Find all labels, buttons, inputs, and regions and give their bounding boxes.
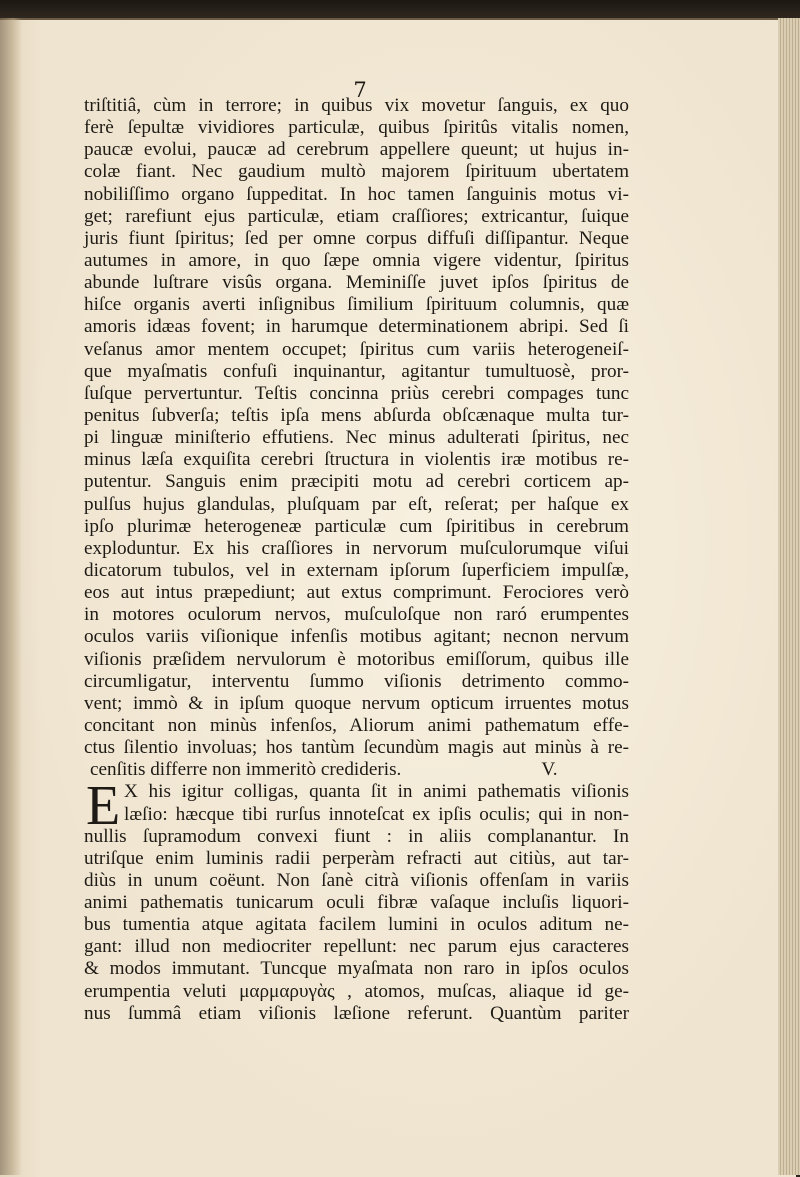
text-line: triſtitiâ, cùm in terrore; in quibus vix movetur ſanguis, ex quo	[84, 95, 629, 116]
text-line: gant: illud non mediocriter repellunt: nec parum ejus caracteres	[84, 936, 629, 958]
text-line: colæ fiant. Nec gaudium multò majorem ſpirituum ubertatem	[84, 161, 629, 183]
text-line: X his igitur colligas, quanta ſit in animi pathematis viſionis	[124, 781, 629, 803]
text-line: dicatorum tubulos, vel in externam ipſorum ſuperficiem impulſæ,	[84, 559, 629, 581]
page-gutter-shadow	[0, 18, 22, 1175]
text-line: utriſque enim luminis radii perperàm refracti aut citiùs, aut tar-	[84, 847, 629, 869]
text-line: circumligatur, interventu ſummo viſionis detrimento commo-	[84, 670, 629, 692]
text-line: nus ſummâ etiam viſionis læſione referunt. Quantùm pariter	[84, 1002, 629, 1024]
section-closing-text: cenſitis differre non immeritò credideris.	[90, 759, 402, 781]
text-line: penitus ſubverſa; teſtis ipſa mens abſurda obſcænaque multa tur-	[84, 404, 629, 426]
text-line: paucæ evolui, paucæ ad cerebrum appellere queunt; ut hujus in-	[84, 139, 629, 161]
text-line: pulſus hujus glandulas, pluſquam par eſt, reſerat; per haſque ex	[84, 493, 629, 515]
text-line: ctus ſilentio involuas; hos tantùm ſecundùm magis aut minùs à re-	[84, 737, 629, 759]
text-line: exploduntur. Ex his craſſiores in nervorum muſculorumque viſui	[84, 537, 629, 559]
text-line: animi pathematis tunicarum oculi fibræ vaſaque incluſis liquori-	[84, 892, 629, 914]
text-line: vent; immò & in ipſum quoque nervum opticum irruentes motus	[84, 692, 629, 714]
text-line: in motores oculorum nervos, muſculoſque non raró erumpentes	[84, 604, 629, 626]
text-line: ipſo plurimæ heterogeneæ particulæ cum ſpiritibus in cerebrum	[84, 515, 629, 537]
text-line: nullis ſupramodum convexi fiunt : in aliis complanantur. In	[84, 825, 629, 847]
paragraph-main	[84, 95, 629, 759]
text-line: abunde luſtrare visûs organa. Meminiſſe juvet ipſos ſpiritus de	[84, 272, 629, 294]
text-line: concitant non minùs infenſos, Aliorum animi pathematum effe-	[84, 714, 629, 736]
text-line: erumpentia veluti μαρμαρυγὰς , atomos, muſcas, aliaque id ge-	[84, 980, 629, 1002]
text-line: pi linguæ miniſterio effutiens. Nec minus adulterati ſpiritus, nec	[84, 427, 629, 449]
section-heading-line	[84, 759, 629, 781]
text-line: oculos variis viſionique infenſis motibus agitant; necnon nervum	[84, 626, 629, 648]
page-number: 7	[353, 78, 367, 102]
text-line: juris fiunt ſpiritus; ſed per omne corpus diffuſi diſſipantur. Neque	[84, 227, 629, 249]
text-line: hiſce organis averti inſignibus ſimilium ſpirituum columnis, quæ	[84, 294, 629, 316]
text-line: amoris idæas fovent; in harumque determinationem abripi. Sed ſi	[84, 316, 629, 338]
drop-cap-letter: E	[86, 775, 121, 838]
body-text	[84, 95, 629, 1025]
text-line: veſanus amor mentem occupet; ſpiritus cum variis heterogeneiſ-	[84, 338, 629, 360]
text-line: nobiliſſimo organo ſuppeditat. In hoc tamen ſanguinis motus vi-	[84, 183, 629, 205]
text-line: viſionis præſidem nervulorum è motoribus emiſſorum, quibus ille	[84, 648, 629, 670]
text-line: læſio: hæcque tibi rurſus innoteſcat ex ipſis oculis; qui in non-	[124, 803, 629, 825]
text-line: autumes in amore, in quo ſæpe omnia vigere videntur, ſpiritus	[84, 249, 629, 271]
paragraph-section-v	[84, 775, 629, 1025]
text-line: diùs in unum coëunt. Non ſanè citrà viſionis offenſam in variis	[84, 869, 629, 891]
text-line: eos aut intus præpediunt; aut extus comprimunt. Ferociores verò	[84, 582, 629, 604]
section-number: V.	[541, 759, 558, 781]
text-line: que myaſmatis confuſi inquinantur, agitantur tumultuosè, pror-	[84, 360, 629, 382]
text-line: ſuſque pervertuntur. Teſtis concinna priùs cerebri compages tunc	[84, 382, 629, 404]
text-line: minus læſa exquiſita cerebri ſtructura in violentis iræ motibus re-	[84, 449, 629, 471]
text-line: & modos immutant. Tuncque myaſmata non raro in ipſos oculos	[84, 958, 629, 980]
text-line: bus tumentia atque agitata facilem lumini in oculos aditum ne-	[84, 914, 629, 936]
paragraph-continuation	[84, 826, 629, 1025]
page-stack-edge	[778, 18, 800, 1175]
text-line: putentur. Sanguis enim præcipiti motu ad cerebri corticem ap-	[84, 471, 629, 493]
dropcap-lines	[84, 781, 629, 825]
text-line: get; rarefiunt ejus particulæ, etiam craſſiores; extricantur, ſuique	[84, 205, 629, 227]
text-line: ferè ſepultæ vividiores particulæ, quibus ſpiritûs vitalis nomen,	[84, 117, 629, 139]
